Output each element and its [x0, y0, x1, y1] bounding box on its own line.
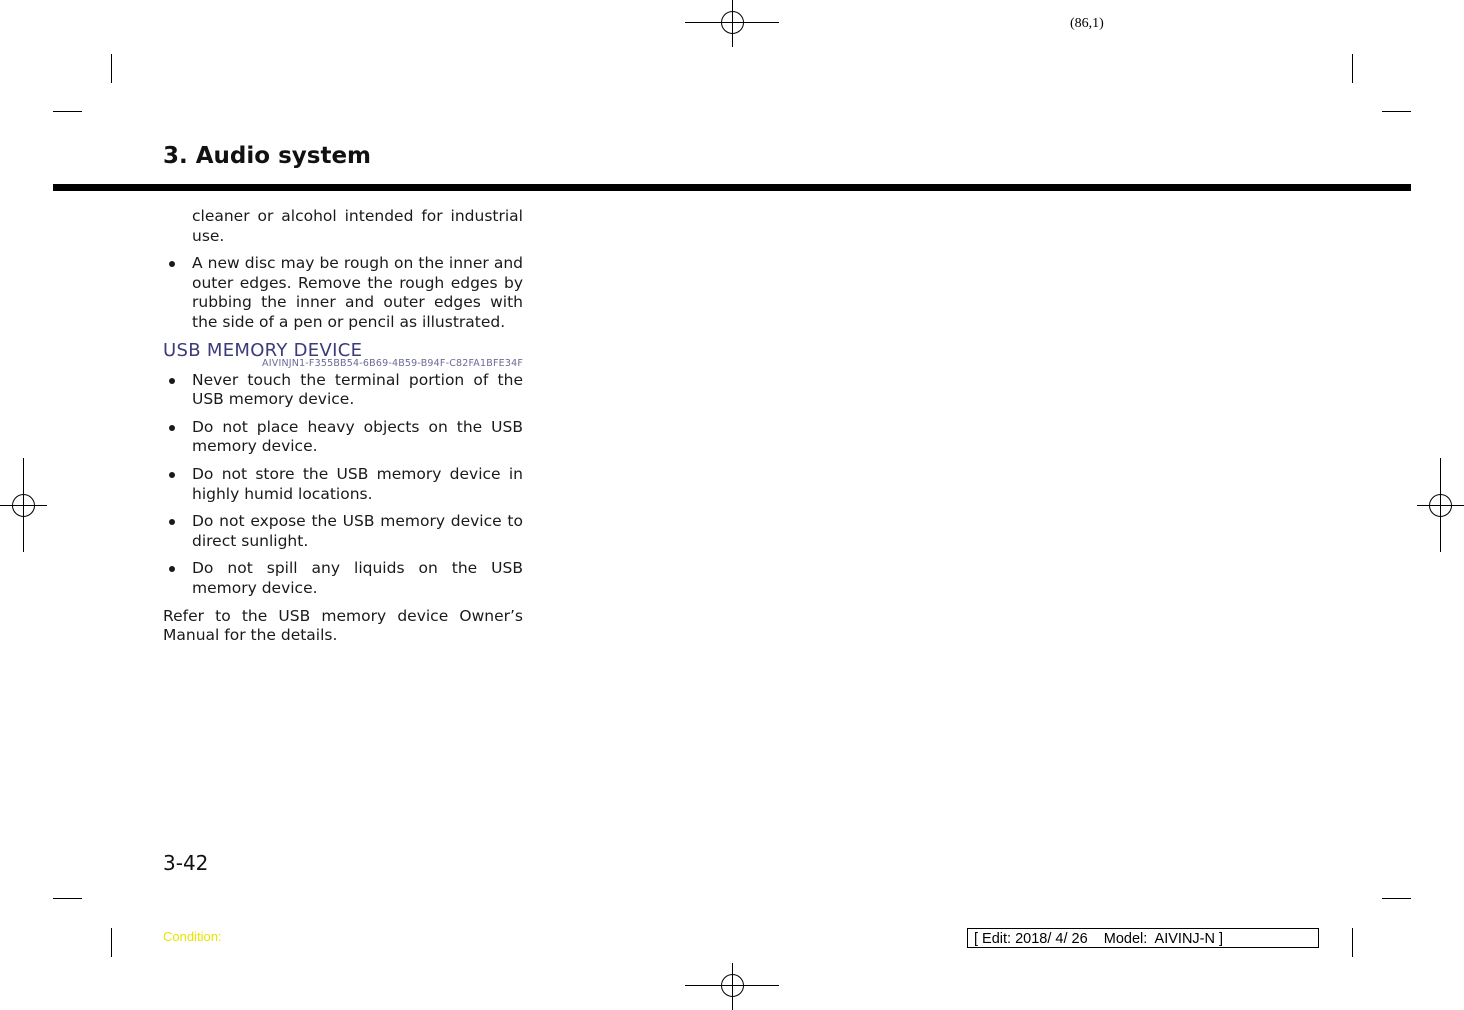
list-item: Do not place heavy objects on the USB memory device.: [163, 418, 523, 457]
bullet-icon: [169, 519, 175, 525]
bullet-icon: [169, 378, 175, 384]
closing-paragraph: Refer to the USB memory device Owner’s Manual for the details.: [163, 606, 523, 645]
section-id: AIVINJN1-F355BB54-6B69-4B59-B94F-C82FA1BFE34F: [262, 357, 523, 369]
crop-mark: [1382, 111, 1411, 112]
usb-bullet-list: [163, 371, 523, 599]
page-number: 3-42: [163, 851, 209, 875]
main-column: [163, 207, 523, 646]
crop-mark: [1352, 928, 1353, 957]
edit-info-box: [ Edit: 2018/ 4/ 26 Model: AIVINJ-N ]: [967, 928, 1319, 948]
bullet-icon: [169, 566, 175, 572]
crop-mark: [53, 111, 82, 112]
list-item: Do not expose the USB memory device to direct sunlight.: [163, 512, 523, 551]
page-code: (86,1): [1070, 16, 1104, 31]
section-header: [163, 341, 523, 371]
crop-mark: [1382, 898, 1411, 899]
list-item: Do not store the USB memory device in highly humid locations.: [163, 465, 523, 504]
bullet-icon: [169, 472, 175, 478]
list-item: A new disc may be rough on the inner and outer edges. Remove the rough edges by rubbing the inner and outer edges with the side of a pen or pencil as illustrated.: [163, 254, 523, 332]
continued-paragraph: cleaner or alcohol intended for industrial use.: [192, 207, 523, 245]
crop-mark: [111, 54, 112, 83]
list-item: Do not spill any liquids on the USB memory device.: [163, 559, 523, 598]
chapter-title: 3. Audio system: [163, 143, 372, 169]
crop-mark: [1352, 54, 1353, 83]
crop-mark: [111, 928, 112, 957]
bullet-icon: [169, 261, 175, 267]
crop-mark: [53, 898, 82, 899]
list-item: Never touch the terminal portion of the USB memory device.: [163, 371, 523, 410]
header-rule: [53, 184, 1411, 191]
section-heading: USB MEMORY DEVICE: [163, 339, 363, 361]
disc-bullet-list: [163, 254, 523, 332]
registration-mark-left: [0, 458, 47, 552]
bullet-icon: [169, 425, 175, 431]
condition-label: Condition:: [163, 929, 222, 944]
registration-mark-top: [685, 0, 779, 47]
registration-mark-bottom: [685, 963, 779, 1010]
registration-mark-right: [1417, 458, 1464, 552]
